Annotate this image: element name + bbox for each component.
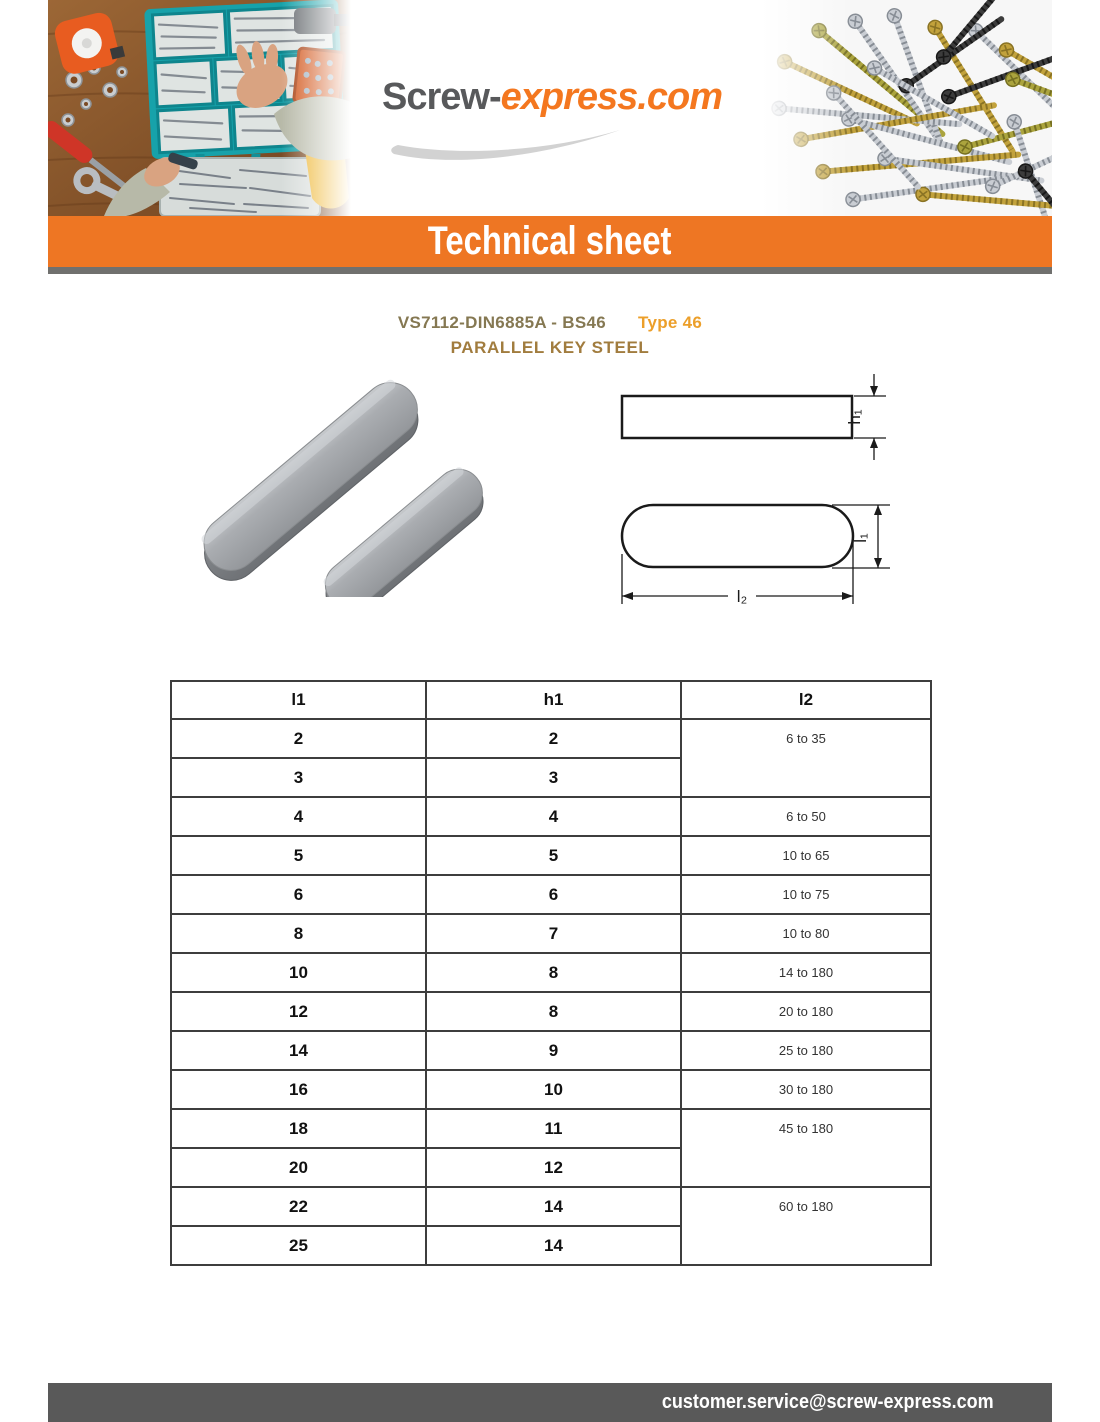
workbench-photo — [48, 0, 351, 216]
cell-h1: 10 — [426, 1070, 681, 1109]
cell-l1: 4 — [171, 797, 426, 836]
cell-h1: 11 — [426, 1109, 681, 1148]
dim-label-h1: h₁ — [845, 409, 864, 425]
table-row — [171, 914, 931, 953]
header-h1: h1 — [426, 681, 681, 719]
product-name: PARALLEL KEY STEEL — [450, 338, 650, 357]
cell-l1: 20 — [171, 1148, 426, 1187]
table-row — [171, 1070, 931, 1109]
logo-text-dark: Screw- — [382, 76, 501, 118]
screws-pile-photo — [761, 0, 1052, 216]
cell-l1: 25 — [171, 1226, 426, 1265]
cell-l1: 3 — [171, 758, 426, 797]
cell-l2: 6 to 35 — [681, 719, 931, 797]
table-row — [171, 1031, 931, 1070]
cell-l1: 12 — [171, 992, 426, 1031]
cell-l2: 10 to 65 — [681, 836, 931, 875]
cell-l2: 10 to 75 — [681, 875, 931, 914]
cell-l2: 6 to 50 — [681, 797, 931, 836]
cell-l2: 30 to 180 — [681, 1070, 931, 1109]
cell-l1: 5 — [171, 836, 426, 875]
cell-l1: 16 — [171, 1070, 426, 1109]
cell-l1: 6 — [171, 875, 426, 914]
cell-l1: 14 — [171, 1031, 426, 1070]
product-type: Type 46 — [638, 313, 703, 332]
logo-swoosh-icon — [386, 126, 626, 166]
footer-bar — [48, 1383, 1052, 1422]
product-code: VS7112-DIN6885A - BS46 — [397, 313, 607, 332]
top-view-drawing — [608, 492, 908, 612]
dim-label-l1: l₁ — [851, 533, 870, 543]
dimensions-table-body — [171, 719, 931, 1265]
cell-l1: 8 — [171, 914, 426, 953]
cell-l2: 45 to 180 — [681, 1109, 931, 1187]
table-header-row — [171, 681, 931, 719]
cell-h1: 9 — [426, 1031, 681, 1070]
side-view-drawing — [608, 372, 908, 462]
dimensions-table — [170, 680, 932, 1266]
cell-h1: 7 — [426, 914, 681, 953]
footer-email: customer.service@screw-express.com — [662, 1391, 994, 1413]
table-row — [171, 836, 931, 875]
cell-h1: 4 — [426, 797, 681, 836]
cell-h1: 14 — [426, 1187, 681, 1226]
cell-h1: 6 — [426, 875, 681, 914]
table-row — [171, 797, 931, 836]
cell-h1: 3 — [426, 758, 681, 797]
cell-l2: 10 to 80 — [681, 914, 931, 953]
table-row — [171, 1187, 931, 1226]
table-row — [171, 992, 931, 1031]
cell-l1: 18 — [171, 1109, 426, 1148]
banner-stripe — [48, 267, 1052, 274]
cell-h1: 8 — [426, 953, 681, 992]
cell-l1: 22 — [171, 1187, 426, 1226]
cell-l2: 60 to 180 — [681, 1187, 931, 1265]
brand-logo — [382, 76, 732, 119]
cell-l1: 10 — [171, 953, 426, 992]
cell-h1: 12 — [426, 1148, 681, 1187]
cell-h1: 14 — [426, 1226, 681, 1265]
dim-label-l2: l₂ — [736, 587, 748, 606]
header-l2: l2 — [681, 681, 931, 719]
cell-l2: 25 to 180 — [681, 1031, 931, 1070]
logo-text-orange: express.com — [500, 76, 722, 118]
cell-l2: 20 to 180 — [681, 992, 931, 1031]
table-row — [171, 1109, 931, 1148]
header-l1: l1 — [171, 681, 426, 719]
banner-title: Technical sheet — [428, 219, 672, 263]
cell-l1: 2 — [171, 719, 426, 758]
table-row — [171, 719, 931, 758]
parallel-keys-photo — [158, 362, 498, 602]
table-row — [171, 875, 931, 914]
table-row — [171, 953, 931, 992]
cell-h1: 8 — [426, 992, 681, 1031]
cell-l2: 14 to 180 — [681, 953, 931, 992]
cell-h1: 2 — [426, 719, 681, 758]
cell-h1: 5 — [426, 836, 681, 875]
product-title — [265, 313, 835, 358]
banner — [48, 216, 1052, 267]
